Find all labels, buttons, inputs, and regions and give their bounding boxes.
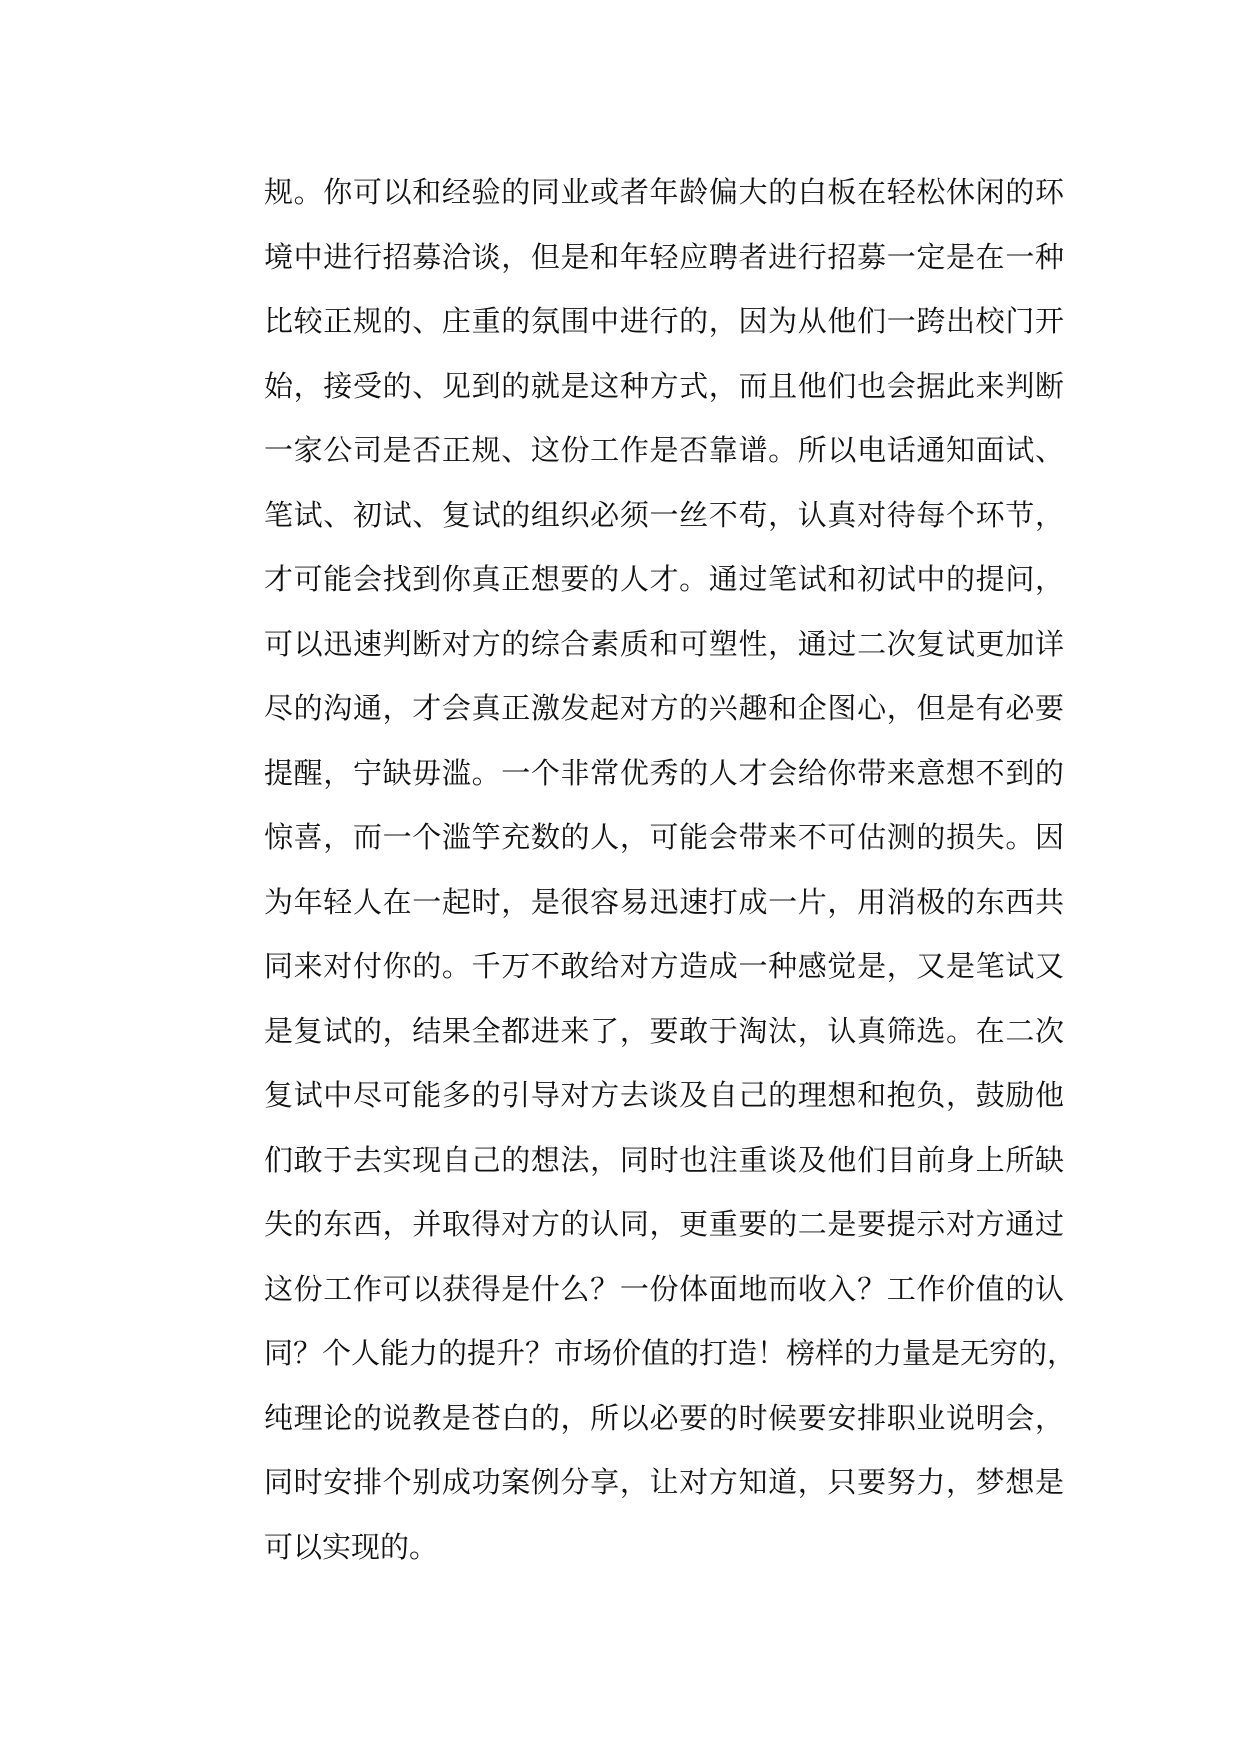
body-paragraph bbox=[264, 160, 1077, 1579]
text-line-20: 纯理论的说教是苍白的，所以必要的时候要安排职业说明会， bbox=[264, 1400, 1064, 1435]
text-line-3: 比较正规的、庄重的氛围中进行的，因为从他们一跨出校门开 bbox=[264, 304, 1064, 338]
text-line-22: 可以实现的。 bbox=[264, 1529, 439, 1564]
text-line-13: 同来对付你的。千万不敢给对方造成一种感觉是，又是笔试又 bbox=[264, 949, 1064, 983]
text-line-15: 复试中尽可能多的引导对方去谈及自己的理想和抱负，鼓励他 bbox=[264, 1078, 1064, 1112]
text-line-14: 是复试的，结果全都进来了，要敢于淘汰，认真筛选。在二次 bbox=[264, 1013, 1064, 1048]
text-line-17: 失的东西，并取得对方的认同，更重要的二是要提示对方通过 bbox=[264, 1207, 1064, 1241]
text-line-2: 境中进行招募洽谈，但是和年轻应聘者进行招募一定是在一种 bbox=[264, 239, 1064, 274]
text-line-6: 笔试、初试、复试的组织必须一丝不苟，认真对待每个环节， bbox=[264, 497, 1064, 532]
text-line-19: 同？个人能力的提升？市场价值的打造！榜样的力量是无穷的， bbox=[264, 1336, 1077, 1370]
text-line-18: 这份工作可以获得是什么？一份体面地而收入？工作价值的认 bbox=[264, 1271, 1064, 1306]
text-line-16: 们敢于去实现自己的想法，同时也注重谈及他们目前身上所缺 bbox=[264, 1142, 1064, 1177]
text-line-9: 尽的沟通，才会真正激发起对方的兴趣和企图心，但是有必要 bbox=[264, 691, 1064, 725]
text-line-12: 为年轻人在一起时，是很容易迅速打成一片，用消极的东西共 bbox=[264, 884, 1064, 919]
text-line-11: 惊喜，而一个滥竽充数的人，可能会带来不可估测的损失。因 bbox=[264, 820, 1064, 854]
text-line-8: 可以迅速判断对方的综合素质和可塑性，通过二次复试更加详 bbox=[264, 626, 1064, 661]
text-line-7: 才可能会找到你真正想要的人才。通过笔试和初试中的提问， bbox=[264, 562, 1064, 596]
text-line-10: 提醒，宁缺毋滥。一个非常优秀的人才会给你带来意想不到的 bbox=[264, 755, 1064, 790]
text-line-5: 一家公司是否正规、这份工作是否靠谱。所以电话通知面试、 bbox=[264, 433, 1064, 467]
text-line-4: 始，接受的、见到的就是这种方式，而且他们也会据此来判断 bbox=[264, 368, 1064, 403]
text-line-1: 规。你可以和经验的同业或者年龄偏大的白板在轻松休闲的环 bbox=[264, 175, 1064, 209]
text-line-21: 同时安排个别成功案例分享，让对方知道，只要努力，梦想是 bbox=[264, 1465, 1064, 1499]
